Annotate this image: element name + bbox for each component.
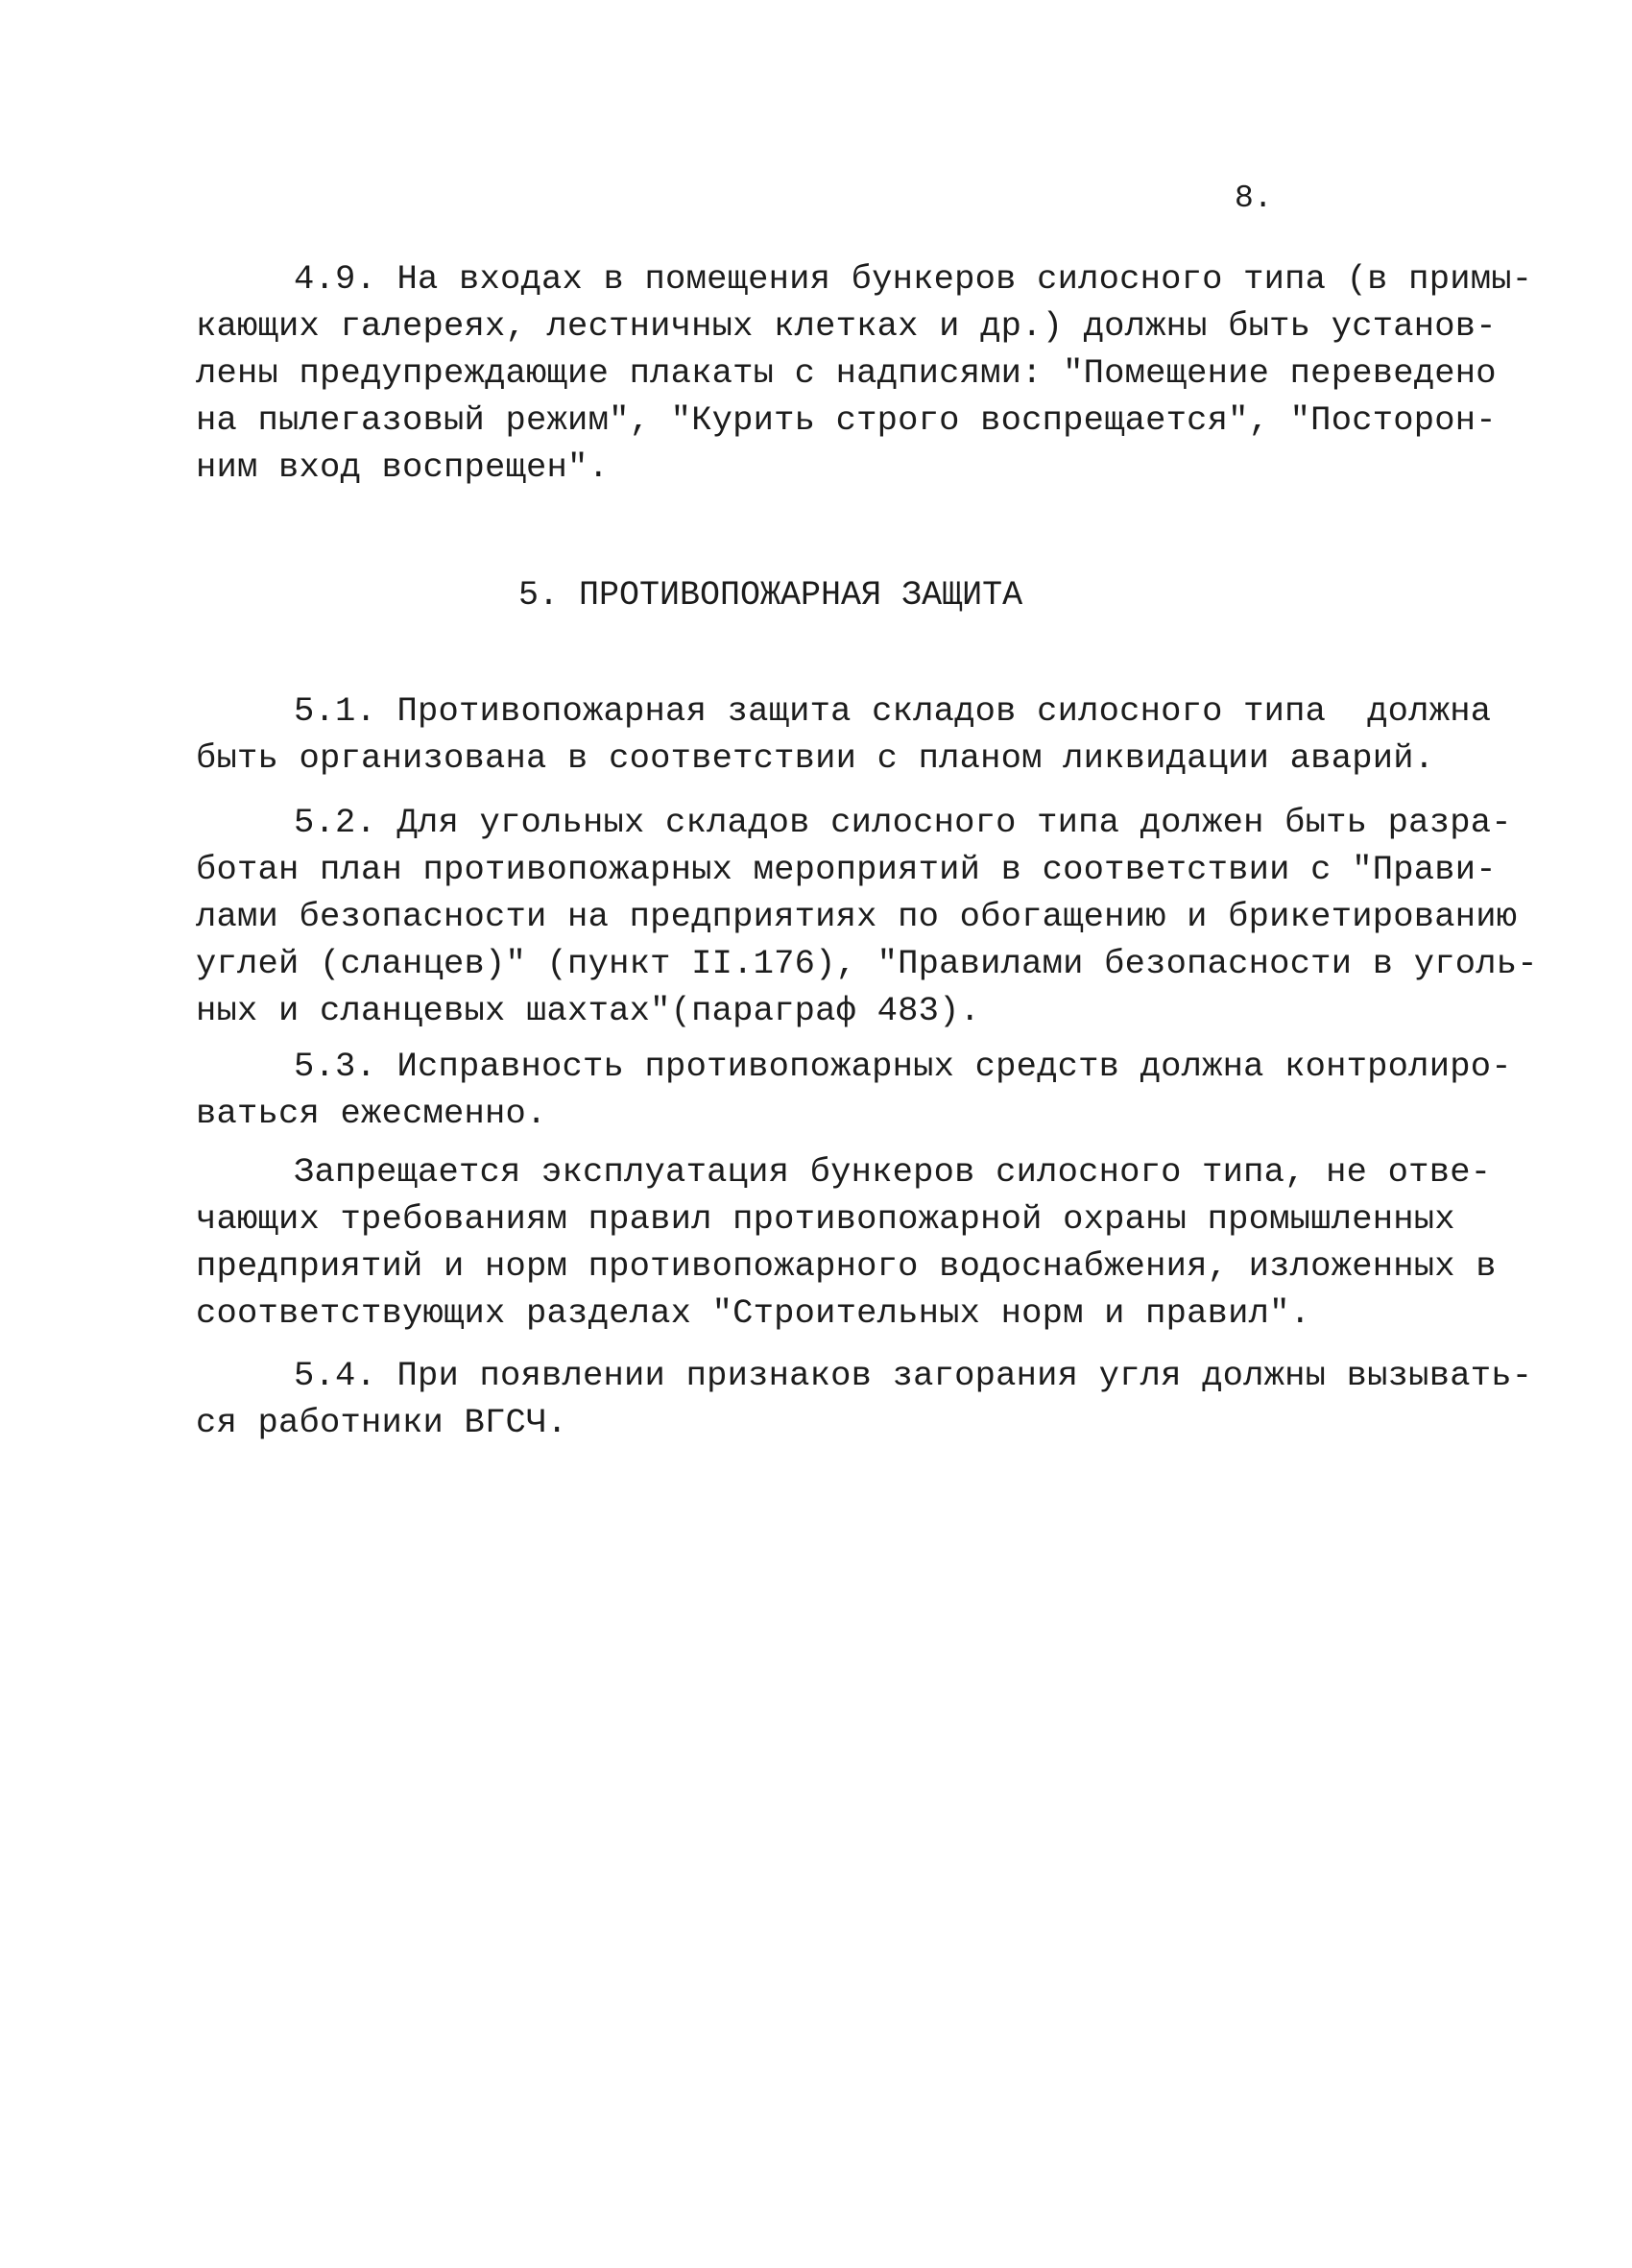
text-line: 5.1. Противопожарная защита складов силосного типа должна xyxy=(294,691,1492,731)
text-line: Запрещается эксплуатация бункеров силосного типа, не отве- xyxy=(294,1152,1492,1192)
text-line: 5.4. При появлении признаков загорания угля должны вызывать- xyxy=(294,1356,1533,1395)
text-line: кающих галереях, лестничных клетках и др.) должны быть установ- xyxy=(196,306,1497,346)
text-line: на пылегазовый режим", "Курить строго воспрещается", "Посторон- xyxy=(196,400,1497,440)
text-line: ных и сланцевых шахтах"(параграф 483). xyxy=(196,991,981,1030)
text-line: 5.3. Исправность противопожарных средств должна контролиро- xyxy=(294,1047,1512,1086)
text-line: чающих требованиям правил противопожарной охраны промышленных xyxy=(196,1199,1455,1239)
text-line: ботан план противопожарных мероприятий в соответствии с "Прави- xyxy=(196,850,1497,889)
text-line: быть организована в соответствии с планом ликвидации аварий. xyxy=(196,738,1435,778)
text-line: лами безопасности на предприятиях по обогащению и брикетированию xyxy=(196,897,1518,936)
section-heading: 5. ПРОТИВОПОЖАРНАЯ ЗАЩИТА xyxy=(518,576,1023,615)
text-line: предприятий и норм противопожарного водоснабжения, изложенных в xyxy=(196,1246,1497,1286)
text-line: ся работники ВГСЧ. xyxy=(196,1403,568,1442)
text-line: ваться ежесменно. xyxy=(196,1094,547,1133)
text-line: 5.2. Для угольных складов силосного типа должен быть разра- xyxy=(294,803,1512,842)
text-line: 4.9. На входах в помещения бункеров силосного типа (в примы- xyxy=(294,259,1533,299)
text-line: лены предупреждающие плакаты с надписями: "Помещение переведено xyxy=(196,353,1497,393)
text-line: соответствующих разделах "Строительных норм и правил". xyxy=(196,1293,1311,1333)
page-number: 8. xyxy=(1235,181,1273,216)
text-line: ним вход воспрещен". xyxy=(196,447,610,487)
text-line: углей (сланцев)" (пункт II.176), "Правилами безопасности в уголь- xyxy=(196,944,1538,983)
